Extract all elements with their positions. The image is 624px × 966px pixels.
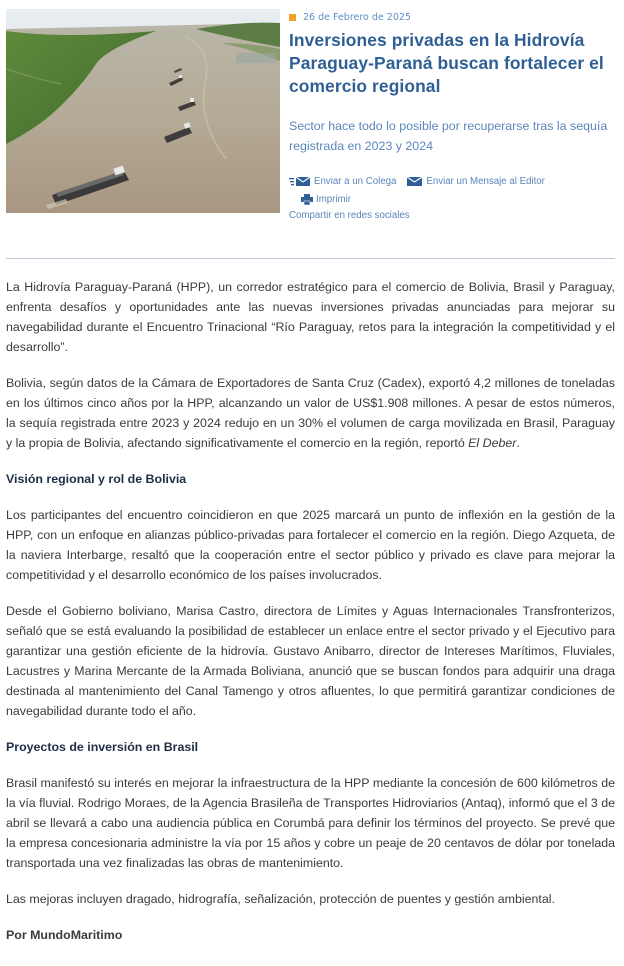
section-heading-bolivia: Visión regional y rol de Bolivia [6, 472, 187, 486]
paragraph-exports-text: Bolivia, según datos de la Cámara de Exportadores de Santa Cruz (Cadex), exportó 4,2 millones de toneladas en los últimos cinco años por la HPP, alcanzando un valor de US$1.908 millones. A pesar de estos números, la sequía registrada entre 2023 y 2024 redujo en un 30% el volumen de carga movilizada en Brasil, Paraguay y la propia de Bolivia, afectando significativamente el comercio en la región, reportó [6, 376, 615, 450]
header-divider [6, 258, 615, 259]
print-link[interactable] [301, 194, 351, 205]
mail-lines-icon [289, 176, 311, 187]
share-social-link[interactable]: Compartir en redes sociales [289, 210, 410, 221]
printer-icon [301, 194, 313, 205]
paragraph-improvements: Las mejoras incluyen dragado, hidrografía, señalización, protección de puentes y gestión ambiental. [6, 892, 555, 906]
article-actions [289, 172, 619, 208]
paragraph-government: Desde el Gobierno boliviano, Marisa Castro, directora de Límites y Aguas Internacionales Transfronterizos, señaló que se está evaluando la posibilidad de establecer un enlace entre el sector privado y el Ejecutivo para garantizar una gestión eficiente de la hidrovía. Gustavo Anibarro, director de Intereses Marítimos, Fluviales, Lacustres y Marina Mercante de la Armada Boliviana, anunció que se buscan fondos para adquirir una draga destinada al mantenimiento del Canal Tamengo y otros afluentes, lo que permitirá garantizar condiciones de navegabilidad durante todo el año. [6, 604, 615, 718]
paragraph-exports-end: . [516, 436, 520, 450]
paragraph-exports [6, 373, 615, 453]
article-header [289, 9, 619, 208]
article-body [6, 277, 615, 961]
date-bullet-icon [289, 14, 296, 21]
paragraph-participants: Los participantes del encuentro coincidieron en que 2025 marcará un punto de inflexión en la gestión de la HPP, con un enfoque en alianzas público-privadas para fortalecer el comercio en la región. Diego Azqueta, de la naviera Interbarge, resaltó que la cooperación entre el sector público y privado es clave para mejorar la competitividad y el desarrollo económico de los países involucrados. [6, 508, 615, 582]
date-row [289, 9, 619, 25]
section-heading-brasil: Proyectos de inversión en Brasil [6, 740, 199, 754]
byline: Por MundoMaritimo [6, 928, 123, 942]
actions-row-1 [289, 172, 619, 190]
send-to-colleague-link[interactable] [289, 176, 396, 187]
article-photo-river-barges [6, 9, 280, 213]
envelope-icon [407, 176, 423, 187]
article-subtitle: Sector hace todo lo posible por recuperarse tras la sequía registrada en 2023 y 2024 [289, 119, 608, 153]
article-title: Inversiones privadas en la Hidrovía Paraguay-Paraná buscan fortalecer el comercio regional [289, 30, 604, 96]
send-to-editor-label: Enviar un Mensaje al Editor [426, 175, 545, 187]
paragraph-intro: La Hidrovía Paraguay-Paraná (HPP), un corredor estratégico para el comercio de Bolivia, Brasil y Paraguay, enfrenta desafíos y oportunidades ante las nuevas inversiones privadas anunciadas para mejorar su navegabilidad durante el Encuentro Trinacional “Río Paraguay, retos para la integración la competitividad y el desarrollo”. [6, 280, 615, 354]
actions-row-2 [289, 190, 619, 208]
send-to-colleague-label: Enviar a un Colega [314, 175, 397, 187]
source-name: El Deber [468, 436, 517, 450]
send-to-editor-link[interactable] [407, 176, 544, 187]
paragraph-brasil: Brasil manifestó su interés en mejorar la infraestructura de la HPP mediante la concesión de 600 kilómetros de la vía fluvial. Rodrigo Moraes, de la Agencia Brasileña de Transportes Hidroviarios (Antaq), informó que el 3 de abril se llevará a cabo una audiencia pública en Corumbá para definir los términos del proyecto. Se prevé que la empresa concesionaria administre la vía por 15 años y cobre un peaje de 20 centavos de dólar por tonelada transportada una vez finalizadas las obras de mantenimiento. [6, 776, 615, 870]
print-label: Imprimir [316, 193, 351, 205]
publish-date: 26 de Febrero de 2025 [303, 11, 411, 23]
